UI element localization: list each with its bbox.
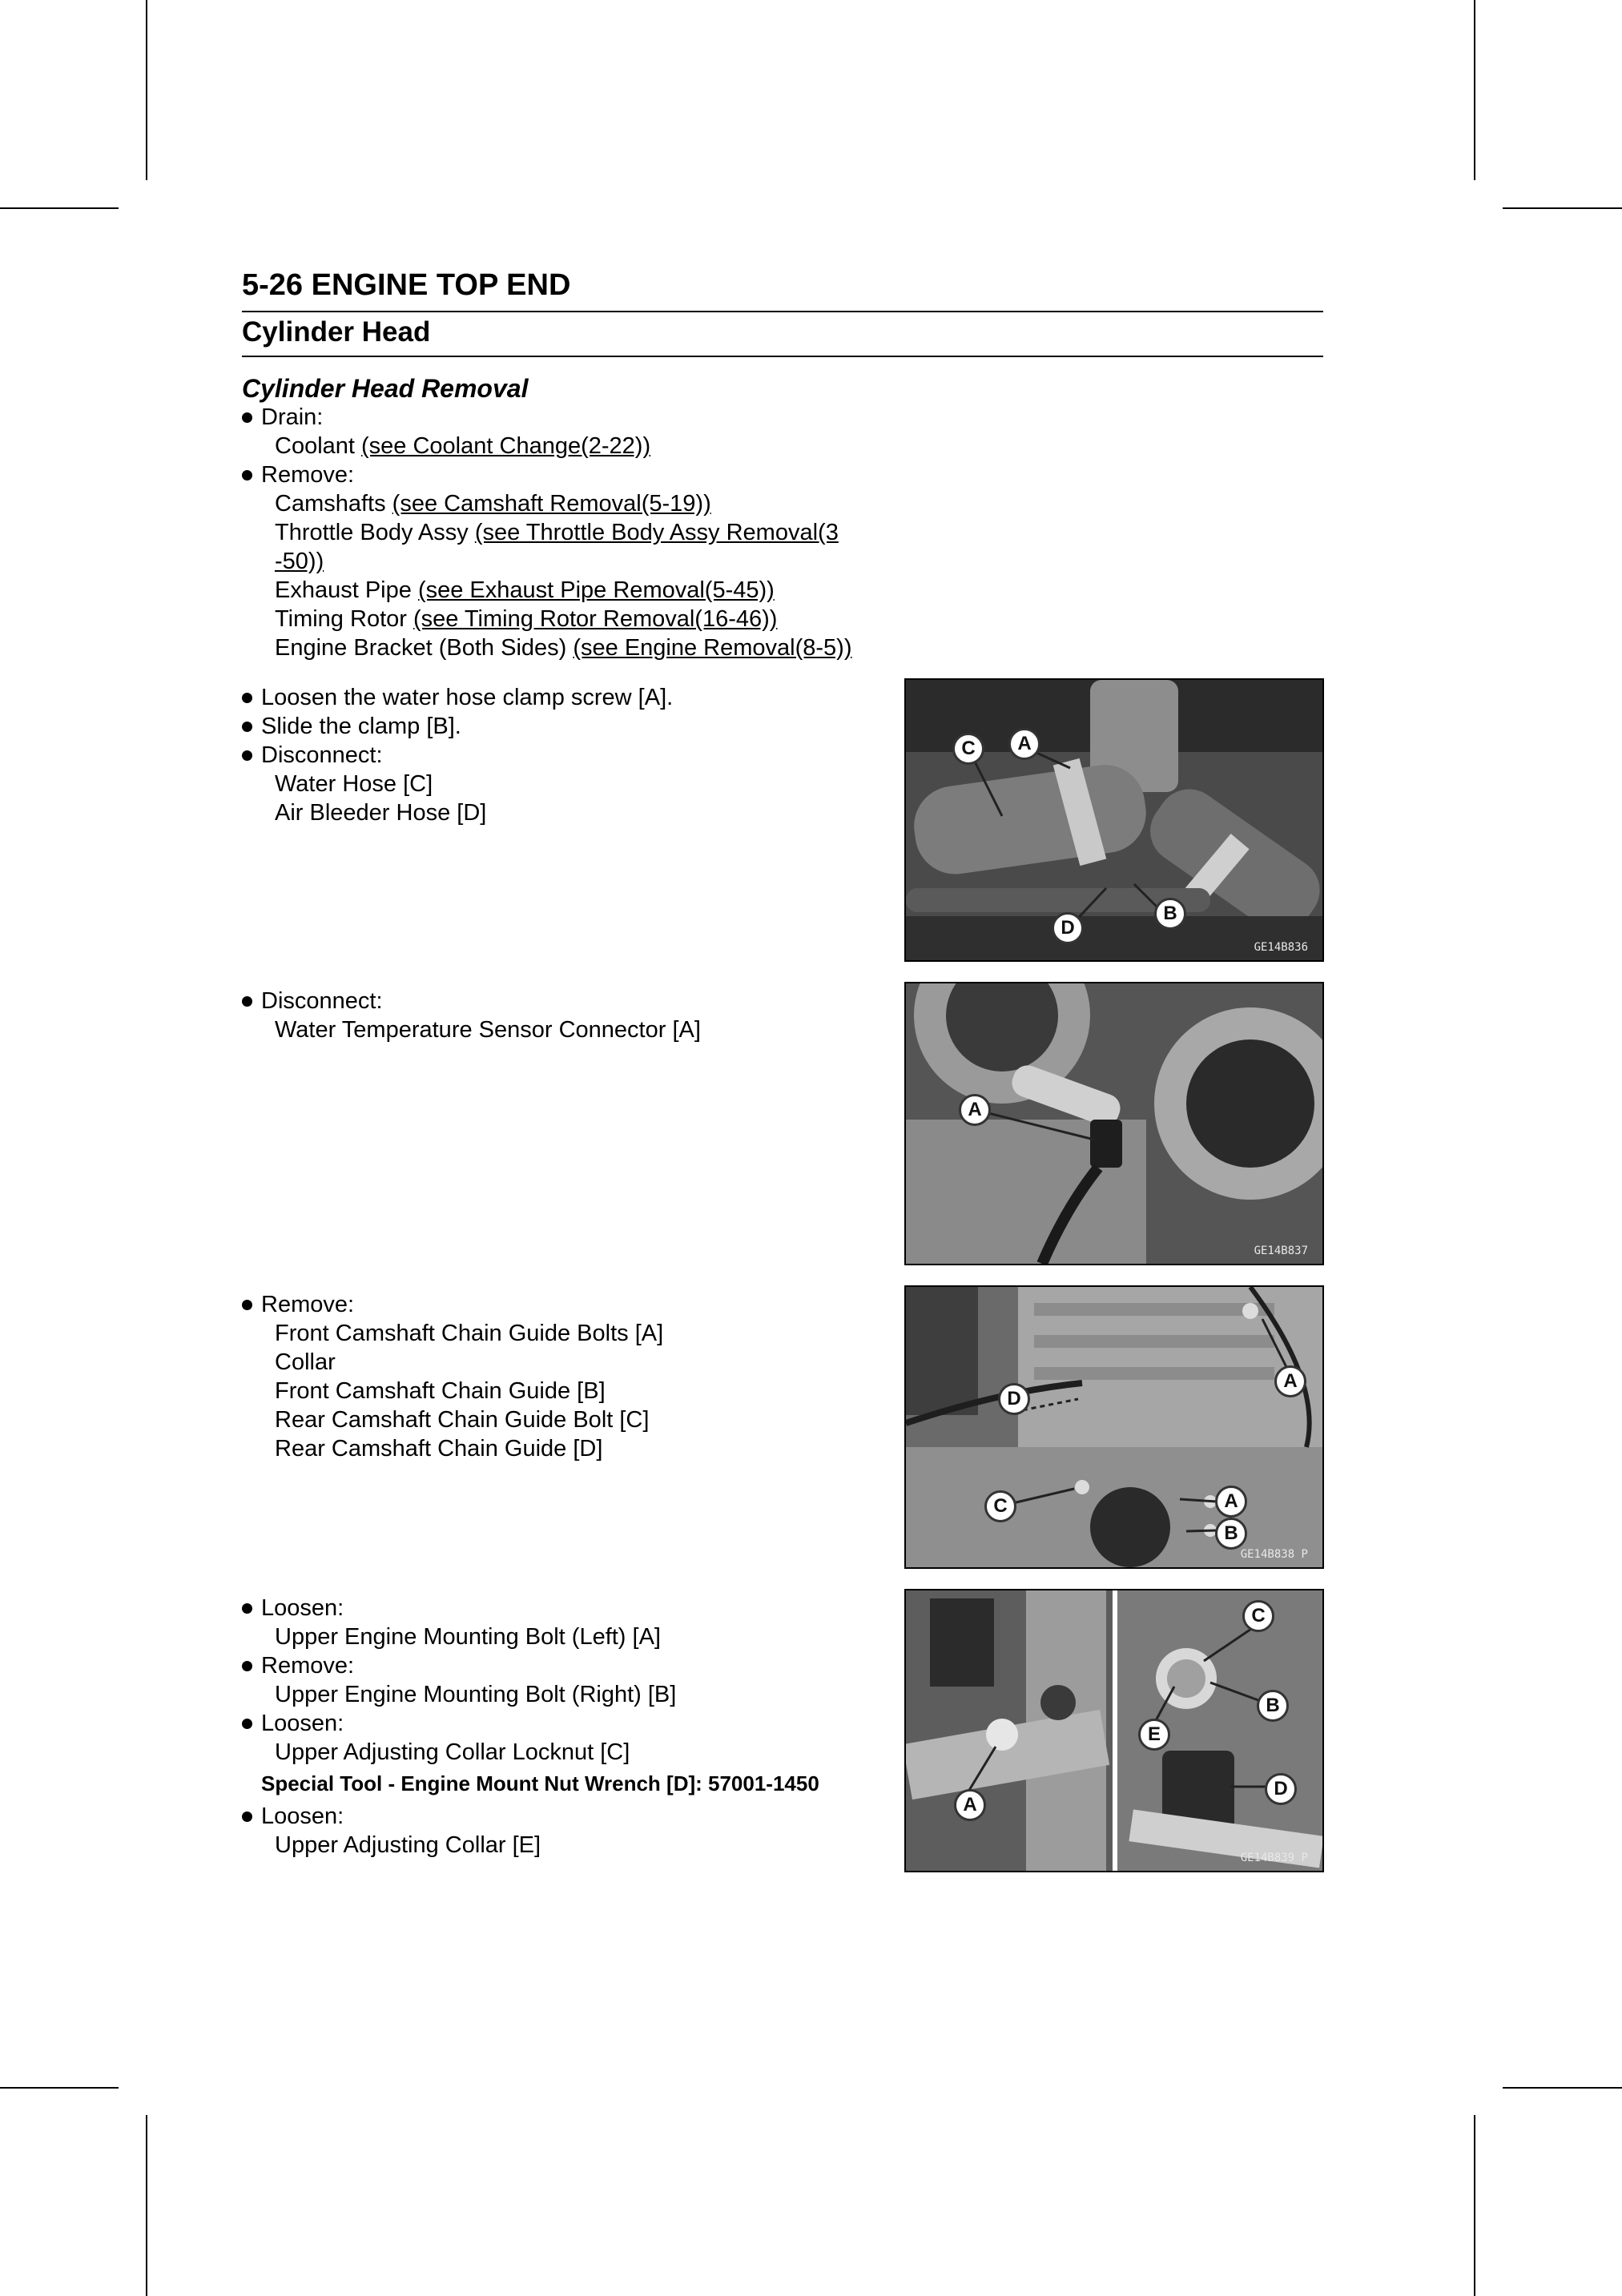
bullet-drain: Drain: [242,403,891,432]
callout-label: E [1138,1719,1170,1751]
ref-link[interactable]: -50)) [275,549,324,574]
item-locknut: Upper Adjusting Collar Locknut [C] [275,1739,630,1765]
callout-label: A [1008,728,1040,760]
bullet-remove: Remove: [242,1290,891,1319]
header-rule [242,311,1323,312]
page-title: 5-26 ENGINE TOP END [242,268,571,302]
bullet-remove: Remove: [242,1651,891,1680]
item-timing [242,605,891,633]
bullet-disconnect: Disconnect: [242,741,891,770]
ref-link[interactable]: (see Timing Rotor Removal(16-46)) [413,606,778,632]
callout-label: A [954,1789,986,1821]
figure-sensor-connector [904,982,1324,1265]
callout-label: B [1257,1690,1289,1722]
crop-mark [1474,0,1475,180]
item-exhaust [242,576,891,605]
figure-code: GE14B838 P [1240,1548,1308,1561]
bullet-disconnect: Disconnect: [242,987,891,1015]
callout-label: B [1154,898,1186,930]
item-upper-right-bolt: Upper Engine Mounting Bolt (Right) [B] [275,1682,677,1707]
item-sensor-connector: Water Temperature Sensor Connector [A] [275,1017,701,1043]
photo-illustration [906,1590,1322,1871]
ref-link[interactable]: (see Exhaust Pipe Removal(5-45)) [417,577,775,603]
bullet-loosen-clamp: Loosen the water hose clamp screw [A]. [242,683,891,712]
figure-code: GE14B837 [1254,1245,1308,1257]
subsection-title: Cylinder Head Removal [242,374,529,403]
crop-mark [1503,2087,1622,2089]
item-throttle-cont [242,547,891,576]
step-block-mount [242,1594,891,1860]
bullet-loosen: Loosen: [242,1709,891,1738]
figure-engine-mount [904,1589,1324,1872]
item-text: Camshafts [275,491,392,517]
callout-label: A [1215,1486,1247,1518]
item-bracket [242,633,891,662]
step-block-prep [242,403,891,662]
item-camshafts [242,489,891,518]
section-title: Cylinder Head [242,316,431,348]
crop-mark [1503,207,1622,209]
step-block-guides [242,1290,891,1463]
section-rule [242,356,1323,357]
item-upper-left-bolt: Upper Engine Mounting Bolt (Left) [A] [275,1624,661,1650]
bullet-slide-clamp: Slide the clamp [B]. [242,712,891,741]
crop-mark [146,2115,147,2296]
item-air-hose: Air Bleeder Hose [D] [275,800,487,826]
step-block-hose [242,683,891,827]
item-front-bolts: Front Camshaft Chain Guide Bolts [A] [275,1321,664,1346]
ref-link[interactable]: (see Throttle Body Assy Removal(3 [474,520,839,545]
item-rear-bolt: Rear Camshaft Chain Guide Bolt [C] [275,1407,650,1433]
item-front-guide: Front Camshaft Chain Guide [B] [275,1378,606,1404]
callout-label: A [959,1094,991,1126]
photo-illustration [906,1287,1322,1567]
callout-label: B [1215,1518,1247,1550]
bullet-loosen: Loosen: [242,1594,891,1622]
item-adjusting-collar: Upper Adjusting Collar [E] [275,1832,541,1858]
callout-label: A [1274,1365,1306,1397]
ref-link[interactable]: (see Engine Removal(8-5)) [573,635,852,661]
item-coolant [242,432,891,460]
figure-code: GE14B839 P [1240,1852,1308,1864]
item-text: Coolant [275,433,362,459]
crop-mark [0,2087,119,2089]
item-throttle [242,518,891,547]
item-water-hose: Water Hose [C] [275,771,433,797]
crop-mark [1474,2115,1475,2296]
item-text: Throttle Body Assy [275,520,475,545]
crop-mark [146,0,147,180]
item-collar: Collar [275,1349,336,1375]
callout-label: C [1242,1600,1274,1632]
item-text: Timing Rotor [275,606,413,632]
callout-label: D [998,1383,1030,1415]
figure-water-hose [904,678,1324,962]
ref-link[interactable]: (see Camshaft Removal(5-19)) [392,491,711,517]
item-text: Exhaust Pipe [275,577,418,603]
callout-label: C [984,1490,1016,1522]
item-text: Engine Bracket (Both Sides) [275,635,574,661]
callout-label: D [1265,1773,1297,1805]
ref-link[interactable]: (see Coolant Change(2-22)) [361,433,651,459]
special-tool-note: Special Tool - Engine Mount Nut Wrench [D]: 57001-1450 [261,1771,819,1795]
item-rear-guide: Rear Camshaft Chain Guide [D] [275,1436,603,1462]
crop-mark [0,207,119,209]
step-block-sensor [242,987,891,1044]
photo-illustration [906,680,1322,960]
callout-label: D [1052,912,1084,944]
figure-chain-guides [904,1285,1324,1569]
figure-code: GE14B836 [1254,941,1308,954]
callout-label: C [952,733,984,765]
bullet-remove: Remove: [242,460,891,489]
bullet-loosen: Loosen: [242,1802,891,1831]
